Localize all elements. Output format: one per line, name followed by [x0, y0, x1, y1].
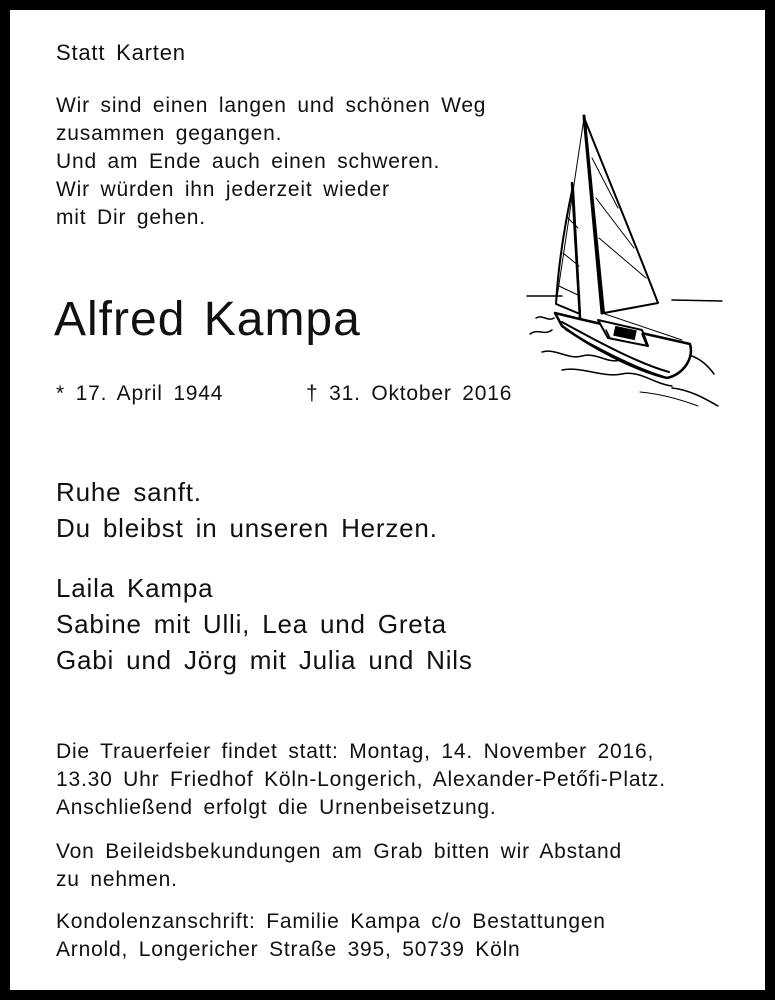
ceremony-line: 13.30 Uhr Friedhof Köln-Longerich, Alexander-Petőfi-Platz.: [56, 768, 666, 791]
birth-date: * 17. April 1944: [56, 382, 224, 405]
farewell-line: Ruhe sanft.: [56, 477, 202, 507]
mourner-line: Sabine mit Ulli, Lea und Greta: [56, 609, 447, 639]
deceased-name: Alfred Kampa: [54, 293, 361, 346]
condolence-note: [56, 838, 622, 894]
address-line: Kondolenzanschrift: Familie Kampa c/o Bestattungen: [56, 910, 606, 933]
statt-karten-heading: Statt Karten: [56, 40, 186, 65]
death-date: † 31. Oktober 2016: [306, 382, 513, 405]
poem-line: Wir würden ihn jederzeit wieder: [56, 178, 390, 201]
poem-line: zusammen gegangen.: [56, 122, 283, 145]
farewell-line: Du bleibst in unseren Herzen.: [56, 513, 438, 543]
mourner-line: Laila Kampa: [56, 573, 214, 603]
address-line: Arnold, Longericher Straße 395, 50739 Köln: [56, 938, 521, 961]
ceremony-line: Die Trauerfeier findet statt: Montag, 14. November 2016,: [56, 740, 655, 763]
mourner-line: Gabi und Jörg mit Julia und Nils: [56, 645, 473, 675]
condolence-address: [56, 908, 606, 964]
poem-line: Und am Ende auch einen schweren.: [56, 150, 441, 173]
ceremony-line: Anschließend erfolgt die Urnenbeisetzung.: [56, 796, 497, 819]
poem-line: Wir sind einen langen und schönen Weg: [56, 94, 487, 117]
mourners-list: [56, 570, 473, 678]
condolence-line: Von Beileidsbekundungen am Grab bitten wir Abstand: [56, 840, 622, 863]
condolence-line: zu nehmen.: [56, 868, 178, 891]
farewell-message: [56, 474, 438, 546]
sailboat-icon: [522, 108, 727, 413]
poem-line: mit Dir gehen.: [56, 206, 206, 229]
ceremony-info: [56, 738, 666, 822]
poem: [56, 92, 486, 232]
